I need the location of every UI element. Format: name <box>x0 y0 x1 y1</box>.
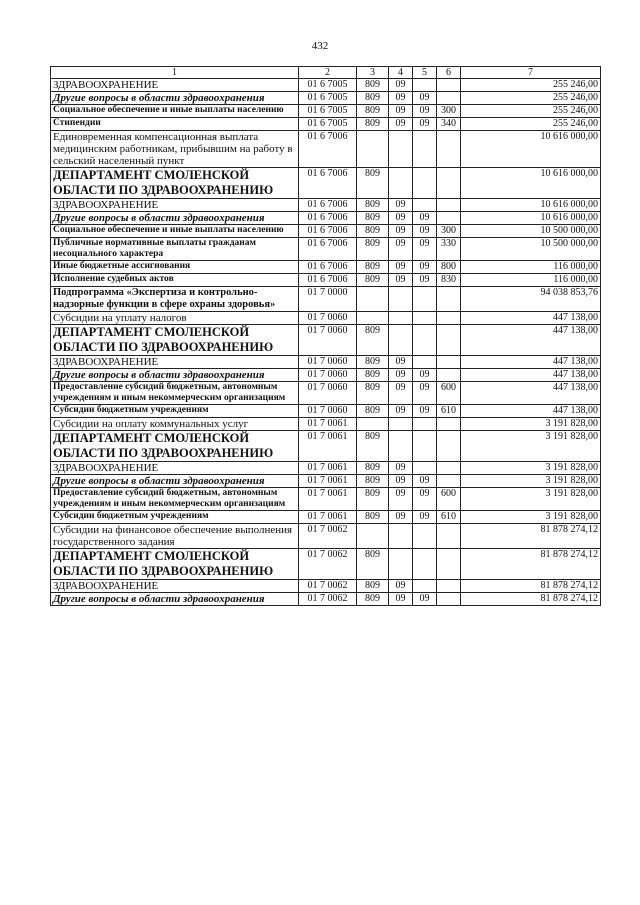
cell-name: ДЕПАРТАМЕНТ СМОЛЕНСКОЙ ОБЛАСТИ ПО ЗДРАВООХРАНЕНИЮ <box>51 549 299 580</box>
cell-section: 09 <box>389 405 413 418</box>
cell-expense-type: 610 <box>437 405 461 418</box>
cell-ministry-code: 809 <box>357 238 389 261</box>
table-row <box>51 580 601 593</box>
cell-expense-type <box>437 369 461 382</box>
cell-target-code: 01 6 7005 <box>299 79 357 92</box>
cell-amount: 255 246,00 <box>461 118 601 131</box>
cell-target-code: 01 6 7005 <box>299 118 357 131</box>
cell-ministry-code: 809 <box>357 325 389 356</box>
cell-expense-type <box>437 524 461 549</box>
column-header: 3 <box>357 67 389 79</box>
cell-target-code: 01 6 7005 <box>299 92 357 105</box>
cell-name: Публичные нормативные выплаты гражданам несоциального характера <box>51 238 299 261</box>
cell-ministry-code: 809 <box>357 118 389 131</box>
cell-name: Социальное обеспечение и иные выплаты населению <box>51 225 299 238</box>
cell-amount: 3 191 828,00 <box>461 431 601 462</box>
cell-name: ДЕПАРТАМЕНТ СМОЛЕНСКОЙ ОБЛАСТИ ПО ЗДРАВООХРАНЕНИЮ <box>51 168 299 199</box>
cell-target-code: 01 7 0061 <box>299 431 357 462</box>
cell-section: 09 <box>389 199 413 212</box>
cell-subsection <box>413 418 437 431</box>
cell-section: 09 <box>389 212 413 225</box>
cell-name: Другие вопросы в области здравоохранения <box>51 593 299 606</box>
cell-name: ЗДРАВООХРАНЕНИЕ <box>51 199 299 212</box>
cell-target-code: 01 7 0060 <box>299 325 357 356</box>
cell-subsection <box>413 524 437 549</box>
cell-name: Социальное обеспечение и иные выплаты населению <box>51 105 299 118</box>
cell-ministry-code: 809 <box>357 405 389 418</box>
cell-amount: 3 191 828,00 <box>461 475 601 488</box>
cell-section: 09 <box>389 274 413 287</box>
table-row <box>51 287 601 312</box>
cell-ministry-code <box>357 287 389 312</box>
table-row <box>51 431 601 462</box>
cell-section: 09 <box>389 580 413 593</box>
cell-target-code: 01 6 7006 <box>299 212 357 225</box>
cell-name: Субсидии на оплату коммунальных услуг <box>51 418 299 431</box>
table-row <box>51 212 601 225</box>
table-row <box>51 225 601 238</box>
cell-subsection <box>413 312 437 325</box>
cell-amount: 447 138,00 <box>461 325 601 356</box>
cell-target-code: 01 6 7006 <box>299 225 357 238</box>
cell-section: 09 <box>389 462 413 475</box>
cell-ministry-code: 809 <box>357 488 389 511</box>
cell-name: Единовременная компенсационная выплата медицинским работникам, прибывшим на работу в сельский населенный пункт <box>51 131 299 168</box>
cell-amount: 10 616 000,00 <box>461 199 601 212</box>
cell-expense-type <box>437 580 461 593</box>
cell-ministry-code: 809 <box>357 199 389 212</box>
cell-expense-type <box>437 131 461 168</box>
cell-target-code: 01 6 7005 <box>299 105 357 118</box>
cell-section <box>389 549 413 580</box>
cell-ministry-code: 809 <box>357 92 389 105</box>
cell-target-code: 01 7 0060 <box>299 405 357 418</box>
cell-ministry-code: 809 <box>357 431 389 462</box>
table-row <box>51 488 601 511</box>
cell-expense-type <box>437 287 461 312</box>
cell-subsection <box>413 199 437 212</box>
cell-amount: 10 616 000,00 <box>461 131 601 168</box>
table-row <box>51 118 601 131</box>
cell-amount: 255 246,00 <box>461 92 601 105</box>
cell-ministry-code <box>357 312 389 325</box>
cell-name: Субсидии на финансовое обеспечение выполнения государственного задания <box>51 524 299 549</box>
cell-target-code: 01 6 7006 <box>299 261 357 274</box>
cell-target-code: 01 7 0060 <box>299 312 357 325</box>
cell-section: 09 <box>389 356 413 369</box>
table-row <box>51 238 601 261</box>
cell-ministry-code: 809 <box>357 274 389 287</box>
cell-section <box>389 312 413 325</box>
cell-name: Исполнение судебных актов <box>51 274 299 287</box>
cell-expense-type <box>437 199 461 212</box>
column-header: 4 <box>389 67 413 79</box>
cell-ministry-code: 809 <box>357 462 389 475</box>
cell-name: ДЕПАРТАМЕНТ СМОЛЕНСКОЙ ОБЛАСТИ ПО ЗДРАВООХРАНЕНИЮ <box>51 431 299 462</box>
table-row <box>51 79 601 92</box>
cell-expense-type: 300 <box>437 105 461 118</box>
cell-subsection <box>413 168 437 199</box>
cell-expense-type <box>437 431 461 462</box>
cell-name: Другие вопросы в области здравоохранения <box>51 369 299 382</box>
table-row <box>51 462 601 475</box>
table-row <box>51 312 601 325</box>
cell-section <box>389 131 413 168</box>
cell-subsection <box>413 431 437 462</box>
cell-name: Субсидии бюджетным учреждениям <box>51 511 299 524</box>
cell-section: 09 <box>389 238 413 261</box>
cell-subsection <box>413 462 437 475</box>
page-number: 432 <box>311 40 329 52</box>
table-row <box>51 511 601 524</box>
table-row <box>51 405 601 418</box>
cell-expense-type: 330 <box>437 238 461 261</box>
cell-amount: 447 138,00 <box>461 405 601 418</box>
cell-section: 09 <box>389 92 413 105</box>
cell-section <box>389 287 413 312</box>
cell-section: 09 <box>389 105 413 118</box>
table-row <box>51 274 601 287</box>
cell-target-code: 01 7 0060 <box>299 382 357 405</box>
cell-subsection <box>413 580 437 593</box>
table-row <box>51 418 601 431</box>
cell-section <box>389 168 413 199</box>
cell-name: ЗДРАВООХРАНЕНИЕ <box>51 79 299 92</box>
cell-ministry-code <box>357 524 389 549</box>
cell-expense-type: 600 <box>437 488 461 511</box>
cell-subsection: 09 <box>413 475 437 488</box>
cell-section <box>389 524 413 549</box>
cell-section <box>389 325 413 356</box>
cell-ministry-code: 809 <box>357 356 389 369</box>
cell-target-code: 01 7 0061 <box>299 511 357 524</box>
cell-amount: 3 191 828,00 <box>461 511 601 524</box>
cell-target-code: 01 7 0061 <box>299 462 357 475</box>
table-row <box>51 92 601 105</box>
cell-amount: 447 138,00 <box>461 312 601 325</box>
cell-expense-type: 600 <box>437 382 461 405</box>
cell-section: 09 <box>389 475 413 488</box>
cell-subsection: 09 <box>413 238 437 261</box>
cell-amount: 10 616 000,00 <box>461 212 601 225</box>
cell-name: Стипендии <box>51 118 299 131</box>
cell-name: ЗДРАВООХРАНЕНИЕ <box>51 580 299 593</box>
column-header: 1 <box>51 67 299 79</box>
cell-amount: 81 878 274,12 <box>461 593 601 606</box>
cell-subsection <box>413 287 437 312</box>
cell-section: 09 <box>389 261 413 274</box>
cell-amount: 10 500 000,00 <box>461 238 601 261</box>
cell-section <box>389 418 413 431</box>
cell-expense-type <box>437 92 461 105</box>
table-row <box>51 382 601 405</box>
cell-ministry-code: 809 <box>357 105 389 118</box>
cell-expense-type <box>437 79 461 92</box>
cell-section <box>389 431 413 462</box>
cell-expense-type: 340 <box>437 118 461 131</box>
cell-name: Подпрограмма «Экспертиза и контрольно-надзорные функции в сфере охраны здоровья» <box>51 287 299 312</box>
cell-section: 09 <box>389 79 413 92</box>
cell-amount: 10 616 000,00 <box>461 168 601 199</box>
cell-section: 09 <box>389 369 413 382</box>
cell-subsection: 09 <box>413 261 437 274</box>
cell-expense-type <box>437 418 461 431</box>
cell-expense-type <box>437 475 461 488</box>
cell-expense-type: 610 <box>437 511 461 524</box>
cell-amount: 81 878 274,12 <box>461 580 601 593</box>
cell-ministry-code: 809 <box>357 212 389 225</box>
cell-name: Иные бюджетные ассигнования <box>51 261 299 274</box>
cell-name: Субсидии бюджетным учреждениям <box>51 405 299 418</box>
cell-subsection: 09 <box>413 212 437 225</box>
cell-subsection <box>413 325 437 356</box>
column-header: 6 <box>437 67 461 79</box>
cell-target-code: 01 7 0060 <box>299 369 357 382</box>
cell-section: 09 <box>389 382 413 405</box>
cell-subsection: 09 <box>413 382 437 405</box>
cell-ministry-code: 809 <box>357 511 389 524</box>
cell-expense-type <box>437 462 461 475</box>
cell-target-code: 01 6 7006 <box>299 199 357 212</box>
cell-name: Субсидии на уплату налогов <box>51 312 299 325</box>
cell-ministry-code: 809 <box>357 225 389 238</box>
cell-amount: 447 138,00 <box>461 382 601 405</box>
cell-target-code: 01 7 0061 <box>299 488 357 511</box>
cell-expense-type: 800 <box>437 261 461 274</box>
cell-amount: 81 878 274,12 <box>461 549 601 580</box>
cell-expense-type <box>437 212 461 225</box>
cell-subsection: 09 <box>413 488 437 511</box>
cell-subsection: 09 <box>413 118 437 131</box>
cell-amount: 94 038 853,76 <box>461 287 601 312</box>
cell-subsection: 09 <box>413 105 437 118</box>
cell-expense-type <box>437 593 461 606</box>
cell-target-code: 01 7 0062 <box>299 580 357 593</box>
cell-subsection <box>413 549 437 580</box>
cell-amount: 447 138,00 <box>461 369 601 382</box>
cell-amount: 255 246,00 <box>461 105 601 118</box>
cell-target-code: 01 7 0062 <box>299 593 357 606</box>
cell-name: Другие вопросы в области здравоохранения <box>51 92 299 105</box>
cell-expense-type <box>437 325 461 356</box>
table-row <box>51 475 601 488</box>
cell-target-code: 01 7 0061 <box>299 418 357 431</box>
table-row <box>51 524 601 549</box>
cell-name: ЗДРАВООХРАНЕНИЕ <box>51 356 299 369</box>
cell-ministry-code: 809 <box>357 475 389 488</box>
cell-name: Другие вопросы в области здравоохранения <box>51 475 299 488</box>
cell-subsection: 09 <box>413 225 437 238</box>
column-header: 2 <box>299 67 357 79</box>
cell-name: Другие вопросы в области здравоохранения <box>51 212 299 225</box>
cell-target-code: 01 7 0062 <box>299 549 357 580</box>
cell-section: 09 <box>389 488 413 511</box>
cell-amount: 3 191 828,00 <box>461 462 601 475</box>
table-row <box>51 549 601 580</box>
cell-amount: 81 878 274,12 <box>461 524 601 549</box>
cell-target-code: 01 7 0000 <box>299 287 357 312</box>
cell-ministry-code: 809 <box>357 549 389 580</box>
cell-ministry-code: 809 <box>357 369 389 382</box>
cell-ministry-code: 809 <box>357 382 389 405</box>
cell-section: 09 <box>389 593 413 606</box>
cell-subsection <box>413 131 437 168</box>
table-row <box>51 168 601 199</box>
cell-expense-type <box>437 356 461 369</box>
cell-amount: 116 000,00 <box>461 274 601 287</box>
cell-section: 09 <box>389 225 413 238</box>
cell-expense-type: 300 <box>437 225 461 238</box>
cell-target-code: 01 6 7006 <box>299 168 357 199</box>
cell-subsection: 09 <box>413 593 437 606</box>
cell-target-code: 01 6 7006 <box>299 131 357 168</box>
header-row <box>51 67 601 79</box>
cell-amount: 10 500 000,00 <box>461 225 601 238</box>
cell-ministry-code <box>357 418 389 431</box>
table-row <box>51 131 601 168</box>
cell-subsection: 09 <box>413 92 437 105</box>
cell-expense-type <box>437 168 461 199</box>
cell-name: Предоставление субсидий бюджетным, автономным учреждениям и иным некоммерческим организациям <box>51 488 299 511</box>
table-row <box>51 369 601 382</box>
cell-amount: 255 246,00 <box>461 79 601 92</box>
cell-target-code: 01 7 0060 <box>299 356 357 369</box>
cell-amount: 3 191 828,00 <box>461 488 601 511</box>
cell-subsection <box>413 356 437 369</box>
cell-ministry-code: 809 <box>357 593 389 606</box>
cell-ministry-code: 809 <box>357 580 389 593</box>
cell-target-code: 01 6 7006 <box>299 274 357 287</box>
cell-ministry-code: 809 <box>357 168 389 199</box>
cell-expense-type: 830 <box>437 274 461 287</box>
cell-target-code: 01 7 0061 <box>299 475 357 488</box>
cell-name: Предоставление субсидий бюджетным, автономным учреждениям и иным некоммерческим организациям <box>51 382 299 405</box>
cell-subsection <box>413 79 437 92</box>
cell-subsection: 09 <box>413 369 437 382</box>
cell-name: ДЕПАРТАМЕНТ СМОЛЕНСКОЙ ОБЛАСТИ ПО ЗДРАВООХРАНЕНИЮ <box>51 325 299 356</box>
column-header: 5 <box>413 67 437 79</box>
cell-section: 09 <box>389 118 413 131</box>
table-row <box>51 593 601 606</box>
cell-section: 09 <box>389 511 413 524</box>
table-row <box>51 356 601 369</box>
cell-amount: 3 191 828,00 <box>461 418 601 431</box>
cell-subsection: 09 <box>413 511 437 524</box>
cell-expense-type <box>437 549 461 580</box>
cell-ministry-code <box>357 131 389 168</box>
column-header: 7 <box>461 67 601 79</box>
cell-subsection: 09 <box>413 405 437 418</box>
table-row <box>51 105 601 118</box>
cell-ministry-code: 809 <box>357 261 389 274</box>
table-row <box>51 325 601 356</box>
table-row <box>51 199 601 212</box>
cell-ministry-code: 809 <box>357 79 389 92</box>
cell-subsection: 09 <box>413 274 437 287</box>
cell-amount: 116 000,00 <box>461 261 601 274</box>
cell-expense-type <box>437 312 461 325</box>
cell-target-code: 01 7 0062 <box>299 524 357 549</box>
cell-name: ЗДРАВООХРАНЕНИЕ <box>51 462 299 475</box>
table-row <box>51 261 601 274</box>
cell-amount: 447 138,00 <box>461 356 601 369</box>
cell-target-code: 01 6 7006 <box>299 238 357 261</box>
budget-table <box>50 66 601 606</box>
